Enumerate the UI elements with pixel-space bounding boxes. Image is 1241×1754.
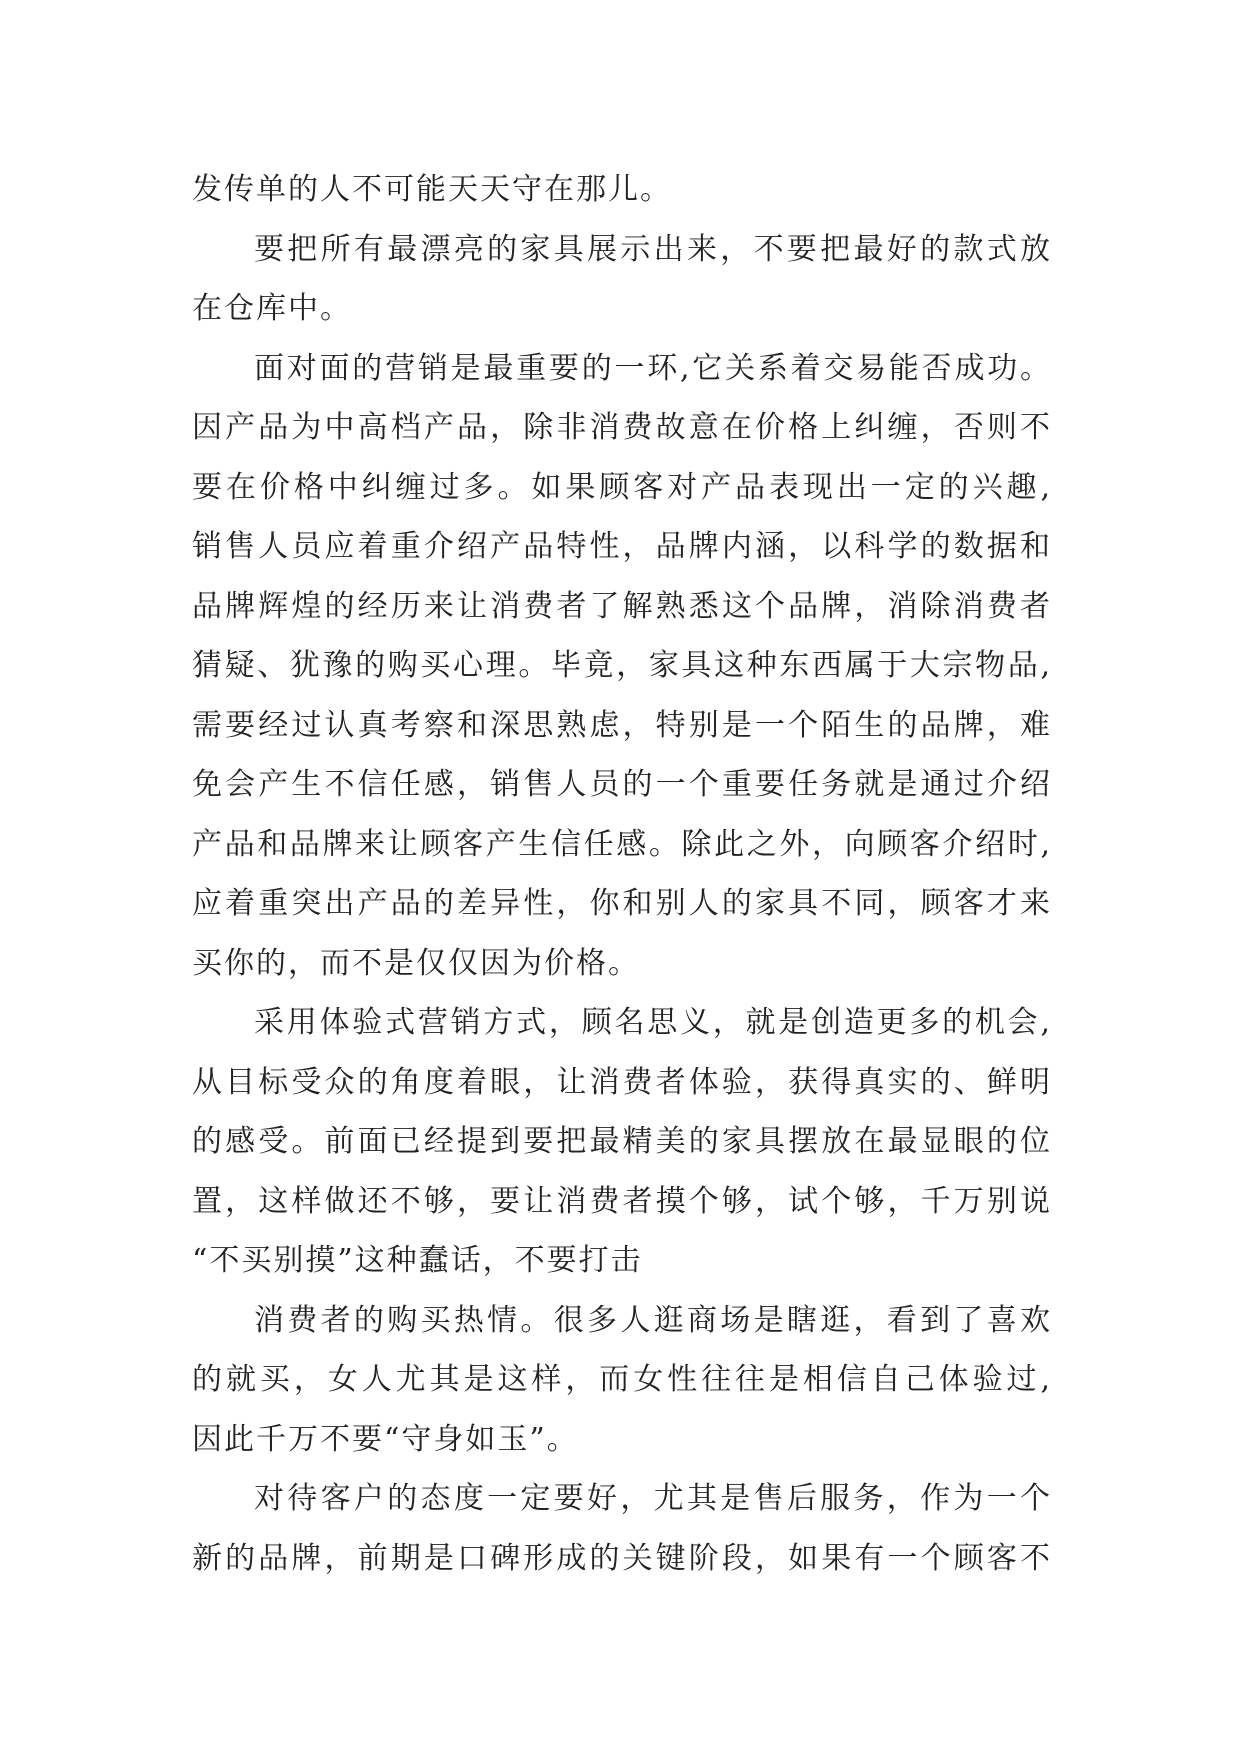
text-line: 要在价格中纠缠过多。如果顾客对产品表现出一定的兴趣, (192, 469, 1052, 505)
text-line: 买你的，而不是仅仅因为价格。 (192, 945, 640, 981)
text-line: 销售人员应着重介绍产品特性，品牌内涵，以科学的数据和 (192, 529, 1052, 564)
text-line: 猜疑、犹豫的购买心理。毕竟，家具这种东西属于大宗物品, (192, 648, 1052, 683)
text-line: 对待客户的态度一定要好，尤其是售后服务，作为一个 (254, 1481, 1052, 1516)
text-line: 需要经过认真考察和深思熟虑，特别是一个陌生的品牌，难 (192, 707, 1052, 743)
text-line: 新的品牌，前期是口碑形成的关键阶段，如果有一个顾客不 (192, 1540, 1052, 1576)
document-body (192, 160, 1052, 1588)
text-line: 采用体验式营销方式，顾名思义，就是创造更多的机会, (254, 1005, 1052, 1040)
text-line: 发传单的人不可能天天守在那儿。 (192, 172, 672, 207)
text-line: 免会产生不信任感，销售人员的一个重要任务就是通过介绍 (192, 767, 1052, 802)
text-line: 面对面的营销是最重要的一环,它关系着交易能否成功。 (254, 350, 1052, 386)
text-line: 要把所有最漂亮的家具展示出来，不要把最好的款式放 (254, 231, 1052, 267)
text-line: 产品和品牌来让顾客产生信任感。除此之外，向顾客介绍时, (192, 826, 1052, 862)
text-line: 的感受。前面已经提到要把最精美的家具摆放在最显眼的位 (192, 1124, 1052, 1159)
text-line: 从目标受众的角度着眼，让消费者体验，获得真实的、鲜明 (192, 1064, 1052, 1100)
text-line: 因此千万不要“守身如玉”。 (192, 1421, 579, 1457)
text-line: 置，这样做还不够，要让消费者摸个够，试个够，千万别说 (192, 1183, 1052, 1219)
text-line: 应着重突出产品的差异性，你和别人的家具不同，顾客才来 (192, 886, 1052, 921)
text-line: 的就买，女人尤其是这样，而女性往往是相信自己体验过, (192, 1362, 1052, 1397)
text-line: 因产品为中高档产品，除非消费故意在价格上纠缠，否则不 (192, 410, 1052, 445)
text-line: “不买别摸”这种蠢话，不要打击 (192, 1243, 643, 1278)
text-line: 品牌辉煌的经历来让消费者了解熟悉这个品牌，消除消费者 (192, 588, 1052, 624)
text-line: 在仓库中。 (192, 291, 352, 326)
text-line: 消费者的购买热情。很多人逛商场是瞎逛，看到了喜欢 (254, 1302, 1052, 1338)
